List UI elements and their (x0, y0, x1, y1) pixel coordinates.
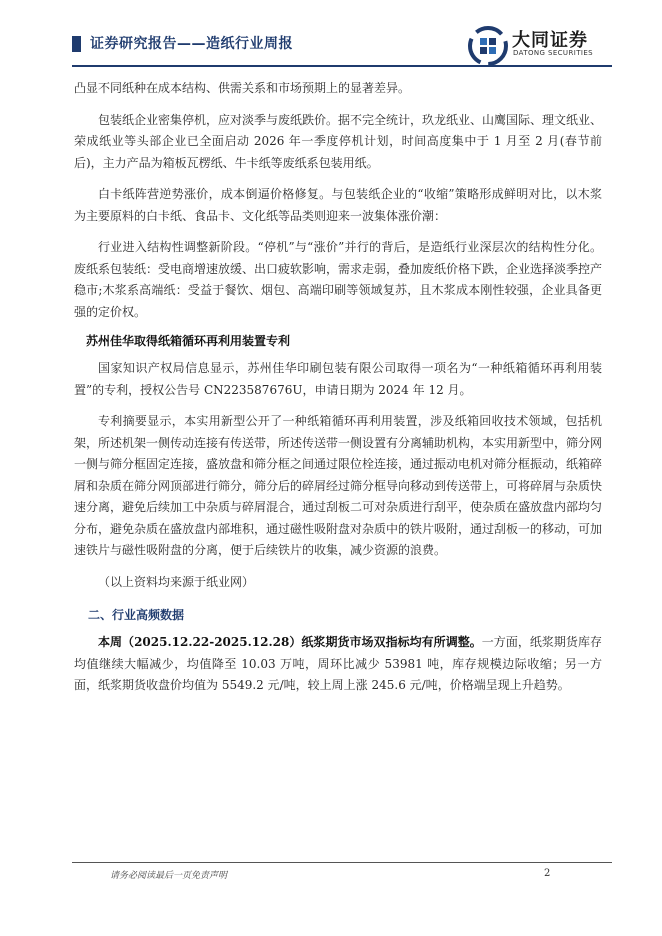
header-divider (72, 65, 612, 67)
paragraph: 白卡纸阵营逆势涨价，成本倒逼价格修复。与包装纸企业的“收缩”策略形成鲜明对比，以木浆为主要原料的白卡纸、食品卡、文化纸等品类则迎来一波集体涨价潮： (74, 187, 602, 223)
report-body (74, 78, 602, 697)
key-point: 本周（2025.12.22-2025.12.28）纸浆期货市场双指标均有所调整。 (98, 635, 482, 649)
logo-text-en: DATONG SECURITIES (513, 49, 593, 57)
footer-divider (72, 862, 612, 863)
section-heading: 二、行业高频数据 (88, 608, 185, 622)
logo-text-cn: 大同证券 (512, 30, 588, 51)
paragraph-text: 一方面，纸浆期货库存均值继续大幅减少，均值降至 10.03 万吨，周环比减少 53981 吨，库存规模边际收缩；另一方面，纸浆期货收盘价均值为 5549.2 元/吨，较上周上涨 245.6 元/吨，价格端呈现上升趋势。 (74, 635, 602, 692)
paragraph: 包装纸企业密集停机，应对淡季与废纸跌价。据不完全统计，玖龙纸业、山鹰国际、理文纸业、荣成纸业等头部企业已全面启动 2026 年一季度停机计划，时间高度集中于 1 月至 2 月(春节前后)，主力产品为箱板瓦楞纸、牛卡纸等废纸系包装用纸。 (74, 112, 603, 170)
paragraph: 行业进入结构性调整新阶段。“停机”与“涨价”并行的背后，是造纸行业深层次的结构性分化。废纸系包装纸：受电商增速放缓、出口疲软影响，需求走弱，叠加废纸价格下跌，企业选择淡季控产稳市;木浆系高端纸：受益于餐饮、烟包、高端印刷等领域复苏，且木浆成本刚性较强，企业具备更强的定价权。 (74, 240, 603, 319)
paragraph (74, 632, 602, 697)
paragraph: 国家知识产权局信息显示，苏州佳华印刷包装有限公司取得一项名为“一种纸箱循环再利用装置”的专利，授权公告号 CN223587676U，申请日期为 2024 年 12 月。 (74, 361, 602, 397)
page-number: 2 (544, 868, 551, 879)
company-logo (468, 24, 618, 68)
header-mark (72, 36, 81, 52)
news-subheading: 苏州佳华取得纸箱循环再利用装置专利 (86, 334, 291, 348)
source-note: （以上资料均来源于纸业网） (98, 574, 255, 589)
paragraph: 专利摘要显示，本实用新型公开了一种纸箱循环再利用装置，涉及纸箱回收技术领域，包括机架，所述机架一侧传动连接有传送带，所述传送带一侧设置有分离辅助机构，本实用新型中，筛分网一侧与筛分框固定连接，盛放盘和筛分框之间通过限位栓连接，通过振动电机对筛分框振动，纸箱碎屑和杂质在筛分网顶部进行筛分，筛分后的碎屑经过筛分框导向移动到传送带上，可将碎屑与杂质快速分离，避免后续加工中杂质与碎屑混合，通过刮板二可对杂质进行刮平，使杂质在盛放盘内部均匀分布，避免杂质在盛放盘内部堆积，通过磁性吸附盘对杂质中的铁片吸附，通过刮板一的移动，可加速铁片与磁性吸附盘的分离，便于后续铁片的收集，减少资源的浪费。 (74, 414, 603, 557)
disclaimer-note: 请务必阅读最后一页免责声明 (110, 871, 228, 881)
report-header (72, 30, 612, 62)
logo-icon (468, 26, 508, 66)
header-title: 证券研究报告——造纸行业周报 (90, 36, 293, 52)
paragraph: 凸显不同纸种在成本结构、供需关系和市场预期上的显著差异。 (74, 81, 411, 95)
